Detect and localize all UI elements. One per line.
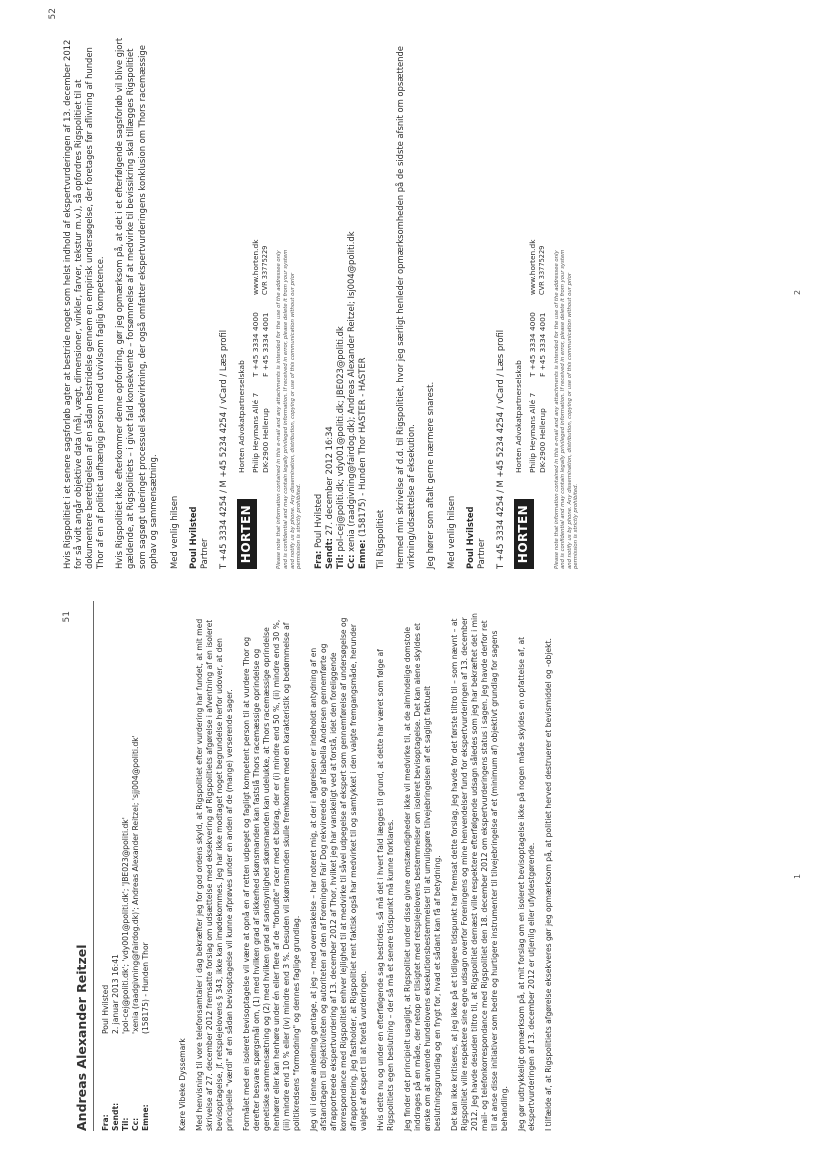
header-row-sent: [111, 601, 121, 1131]
firm-footer: [237, 29, 270, 569]
paragraph: Jeg vil i denne anledning gentage, at jeg – med overraskelse – har noteret mig, at der i afgørelsen er indeholdt antydning af en afstandtagen til objektiviteten og autoriteten af den af Foreningen Fair Dog rekvirerede og af Isabella Andersen gennemførte og afrapporterede ekspertvurdering af 13. december 2012 af Thor, hvilket jeg har vanskeligt ved at forstå, idet den foreliggende korrespondance med Rigspolitiet enhver lejlighed til at medvirke til såvel udpegelse af ekspert som gennemførelse af undersøgelse og afrapportering. Jeg fastholder, at Rigspolitiet rent faktisk også har medvirket til og samtykket i den valgte fremgangsmåde, herunder valget af ekspert til at foretå vurderingen.: [309, 617, 369, 1131]
firm-phones: [251, 295, 271, 377]
disclaimer-2: Please note that information contained in this e-mail and any attachments is intended for the use of the addressee only and is confidential and may contain legally privileged information. If received in error, please delete it from your system and notify us by phone. Any dissemination, distribution, copying or use of this communication without our prior permission is strictly prohibited.: [553, 249, 580, 569]
page-1: [0, 585, 828, 1169]
paragraph: Jeg gør udtrykkeligt opmærksom på, at mit forslag om en isoleret bevisoptagelse ikke på nogen måde skyldes en opfattelse af, at ekspertvurderingen af 13. december 2012 er utjenlig eller ufyldestgørende.: [517, 636, 537, 1131]
letter-body: [178, 611, 562, 1131]
firm-footer-2: [514, 29, 547, 569]
closing: Med venlig hilsen: [168, 495, 179, 569]
firm-address-2-block: [528, 377, 548, 473]
firm-address: [251, 377, 271, 473]
firm-fax-2: F +45 3334 4001: [537, 312, 547, 377]
contact-line-2: T +45 3334 4254 / M +45 5234 4254 / vCard / Læs profil: [495, 329, 506, 569]
paragraph: Formålet med en isoleret bevisoptagelse vil være at opnå en af retten udpeget og fagligt kompetent person til at vurdere Thor og derefter besvare spørgsmål om, (1) med hvilken grad af sikkerhed skønsmanden kan fastslå Thors racemæssige oprindelse og genetiske sammensætning og (2) med hvilken grad af sandsynlighed skønsmanden kan udelukke, at Thors racemæssige oprindelse henhører eller kan henhøre under én eller flere af de "forbudte" racer med et bidrag, der er (i) mindre end 50 %, (ii) mindre end 30 %, (iii) mindre end 10 % eller (iv) mindre end 3 %. Desuden vil skønsmanden skulle fremkomme med en karakteristik og bedømmelse af politikredsens "formodning" og dennes faglige grundlag.: [242, 619, 302, 1131]
header-key: Sendt:: [111, 1102, 121, 1131]
firm-cvr: CVR 33775229: [260, 245, 269, 295]
header-key: Emne:: [141, 1104, 151, 1131]
firm-address-2-b: DK-2900 Hellerup: [537, 408, 547, 473]
signature-block-2: [446, 29, 506, 569]
sender-title-2: Partner: [476, 538, 487, 569]
header-value: 'pol-cej@politi.dk'; 'vdy001@politi.dk'; 'JBE023@politi.dk': [121, 817, 131, 1034]
header-row-subject: [141, 601, 151, 1131]
header-value: Poul Hvilsted: [101, 984, 110, 1034]
firm-details: [237, 240, 270, 474]
forward-key: Cc:: [345, 554, 356, 569]
page-number-bottom: 2: [793, 289, 802, 295]
header-row-cc: [131, 601, 141, 1131]
firm-details-2: [514, 240, 547, 474]
forward-paragraph: Jeg hører som aftalt gerne nærmere snarest.: [424, 381, 435, 569]
firm-row-2: [528, 240, 548, 474]
paragraph: Hvis dette nu og under en efterfølgende sag bestrides, så må det i hvert fald lægges til grund, at dette har været som følge af Rigspolitiets egen beslutning – der så må et senere tidspunkt må kunne forklares.: [376, 649, 396, 1131]
forward-value: pol-cej@politi.dk; vdy001@politi.dk; JBE023@politi.dk: [334, 326, 345, 552]
sender-name-2: Poul Hvilsted: [464, 506, 475, 569]
firm-web-block: [251, 240, 271, 296]
title-rule: [93, 601, 94, 1131]
forward-salutation: Til Rigspolitiet: [375, 509, 386, 569]
sender-name: Poul Hvilsted: [187, 506, 198, 569]
forward-key: Fra:: [312, 550, 323, 569]
firm-tel: T +45 3334 4000: [250, 312, 260, 377]
salutation: Kære Vibeke Dyssemark: [178, 1038, 187, 1131]
paragraph: Hvis Rigspolitiet i et senere sagsforløb agter at bestride noget som helst indhold af ekspertvurderingen af 13. december 2012 for så vidt angår objektive data (mål, vægt, dimensioner, vinkler, farver, tekstur m.v.), så opfordres Rigspolitiet til at dokumentere berettigelsen af en sådan bestridelse gennem en empirisk undersøgelse, der foretages før aflivning af hunden Thor af en af politiet uafhængig person med utvivlsom faglig kompetence.: [62, 39, 106, 569]
header-value: 'xenia (raadgivning@fairdog.dk)'; Andreas Alexander Reitzel; 'sjj004@politi.dk': [131, 735, 141, 1034]
forward-value: 27. december 2012 16:34: [323, 426, 334, 536]
firm-web-2: www.horten.dk: [527, 239, 537, 295]
paragraph: Jeg finder det principielt usagligt, at Rigspolitiet under disse givne omstændigheder ikke vil medvirke til, at de almindelige domstole inddrages på en måde, der netop er tilsigtet med retsplejelovens bestemmelser om isoleret bevisoptagelse. Det kan alene skyldes et ønske om at anvende hundelovens eksekutionsbestemmelser til at umuliggøre tilvejebringelsen af et sagligt faktuelt beslutningsgrundlag og en frygt for, hvad et sådant kan få af betydning.: [403, 622, 443, 1131]
firm-address-1-b: Philip Heymans Allé 7: [527, 392, 537, 473]
paragraph: Med henvisning til vore telefonsamtaler i dag bekræfter jeg for god ordens skyld, at Rigspolitiet efter vurdering har fundet, at mit med skrivelse af 27. december 2012 fremsatte forslag om udsættelse med eksekvering af Rigspolitiets afgørelse i afventning af en isoleret bevisoptagelse, jf. retsplejelovens § 343, ikke kan imødekommes. Jeg har ikke modtaget noget begrundelse herfor udover, at den principielle "værdi" af en sådan bevisoptagelse vil kunne afprøves under en anden af de (mange) verserende sager.: [195, 618, 235, 1131]
firm-phones-2: [528, 295, 548, 377]
header-key: Cc:: [131, 1117, 141, 1131]
closing-2: Med venlig hilsen: [445, 495, 456, 569]
forward-value: (158175) - Hunden Thor HASTER - HASTER: [356, 357, 367, 537]
firm-address-2: DK-2900 Hellerup: [260, 408, 270, 473]
paragraph: Det kan ikke kritiseres, at jeg ikke på et tidligere tidspunkt har fremsat dette forslag. Jeg havde for det første tiltro til – som nævnt – at Rigspolitiet ville respektere sine egne udsagn overfor Foreningens og mine henvendelser fund for ekspertvurderingen af 13. december 2012. Jeg havde desuden tiltro til, at Rigspolitiet dernæst ville respektere efterfølgende udsagn således som jeg har bekræftet det i min mail- og telefonkorrespondance med Rigspolitiet den 18. december 2012 om ekspertvurderingens status i sagen. Jeg havde derfor ret til at anse disse initiativer som bedre og hurtigere instrumenter til tilvejebringelse af et (minimum af) objektivt grundlag for sagens behandling.: [450, 613, 510, 1131]
firm-address-1: Philip Heymans Allé 7: [250, 392, 260, 473]
forward-row-cc: [346, 29, 357, 569]
firm-name-2: Horten Advokatpartnerselskab: [514, 360, 524, 473]
forward-row-from: [313, 29, 324, 569]
forward-row-to: [335, 29, 346, 569]
signature-block: [169, 29, 229, 569]
email-title: Andreas Alexander Reitzel: [74, 944, 89, 1131]
header-value: (158175) - Hunden Thor: [141, 942, 151, 1034]
disclaimer: Please note that information contained in this e-mail and any attachments is intended for the use of the addressee only and is confidential and may contain legally privileged information. If received in error, please delete it from your system and notify us by phone. Any dissemination, distribution, copying or use of this communication without our prior permission is strictly prohibited.: [276, 249, 303, 569]
firm-web-block-2: [528, 240, 548, 296]
page-number-top: 51: [62, 611, 72, 623]
contact-line: T +45 3334 4254 / M +45 5234 4254 / vCard / Læs profil: [218, 329, 229, 569]
header-row-to: [121, 601, 131, 1131]
forward-paragraph: Hermed min skrivelse af d.d. til Rigspolitiet, hvor jeg særligt henleder opmærksomheden på de sidste afsnit om opsættende virkning/udsættelse af eksekution.: [394, 46, 416, 569]
header-key: Til:: [121, 1117, 131, 1131]
horten-logo: HORTEN: [237, 499, 257, 569]
firm-web: www.horten.dk: [250, 239, 260, 295]
firm-tel-2: T +45 3334 4000: [527, 312, 537, 377]
email-header: [101, 601, 151, 1131]
sender-title: Partner: [198, 538, 209, 569]
forward-key: Til:: [334, 554, 345, 569]
header-row-from: [101, 601, 111, 1131]
firm-name: Horten Advokatpartnerselskab: [237, 360, 247, 473]
header-value: 2. januar 2013 16:41: [111, 954, 121, 1034]
forward-row-subject: [357, 29, 368, 569]
page-number-top: 52: [48, 8, 58, 20]
forward-value: Poul Hvilsted: [312, 493, 323, 548]
letter-continuation: [62, 29, 590, 569]
forward-row-sent: [324, 29, 335, 569]
paragraph: I tilfælde af, at Rigspolitiets afgørelse eksekveres gør jeg opmærksom på, at politiet herved destruerer et bevismiddel og -objekt.: [544, 638, 554, 1131]
header-key: Fra:: [101, 1114, 110, 1131]
firm-cvr-2: CVR 33775229: [537, 245, 546, 295]
horten-logo-2: HORTEN: [514, 499, 534, 569]
forward-key: Sendt:: [323, 537, 334, 569]
page-number-bottom: 1: [793, 873, 802, 879]
forward-key: Emne:: [356, 539, 367, 569]
paragraph: Hvis Rigspolitiet ikke efterkommer denne opfordring, gør jeg opmærksom på, at det i et efterfølgende sagsforløb vil blive gjort gældende, at Rigspolitiets – i givet fald konsekvente – forsømmelse af at medvirke til bevissikring skal tillægges Rigspolitiet som sagsøgt uberinget processuel skadevirkning, der også omfatter ekspertvurderingens konklusion om Thors racemæssige ophav og sammensætning.: [114, 37, 158, 569]
forward-value: xenia (raadgivning@fairdog.dk); Andreas Alexander Reitzel; Isj004@politi.dk: [345, 231, 356, 552]
firm-row: [251, 240, 271, 474]
firm-fax: F +45 3334 4001: [260, 312, 270, 377]
forwarded-header: [313, 29, 368, 569]
